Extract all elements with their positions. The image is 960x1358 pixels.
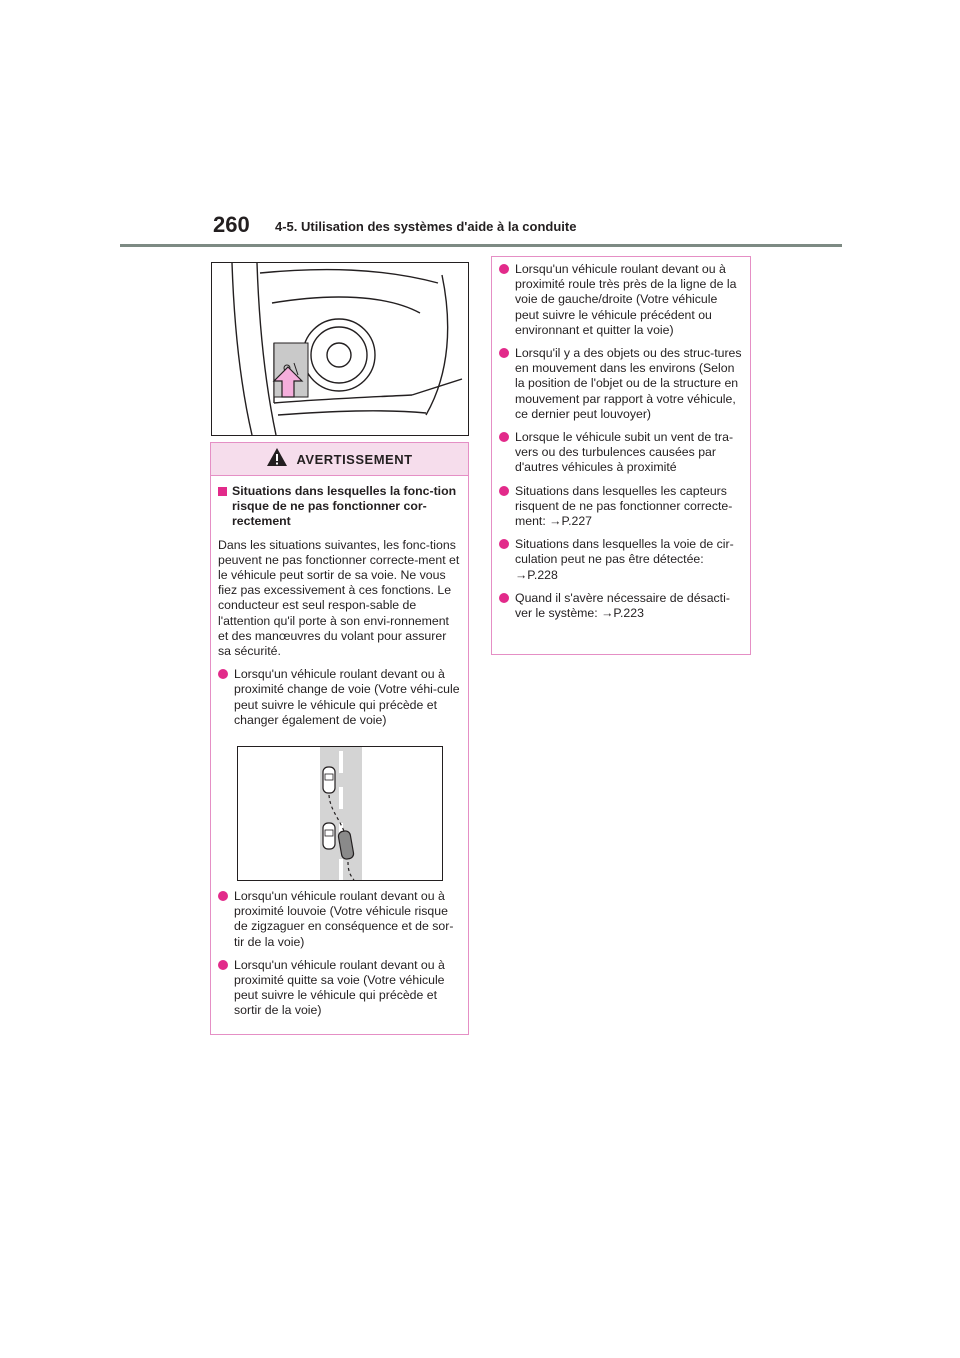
list-item xyxy=(499,484,742,530)
header-rule xyxy=(120,244,842,247)
warning-triangle-icon xyxy=(266,447,288,472)
section-title: 4-5. Utilisation des systèmes d'aide à la conduite xyxy=(275,219,577,234)
list-item: Lorsque le véhicule subit un vent de tra-vers ou des turbulences causées par d'autres véhicules à proximité xyxy=(499,430,742,476)
page-number: 260 xyxy=(213,212,250,237)
bullet-dot-icon xyxy=(218,669,228,679)
warning-box xyxy=(210,442,469,1035)
list-item xyxy=(499,591,742,621)
bullet-dot-icon xyxy=(499,348,509,358)
bullet-dot-icon xyxy=(499,486,509,496)
list-item: Lorsqu'un véhicule roulant devant ou à proximité quitte sa voie (Votre véhicule peut suivre le véhicule qui précède et sortir de la voie) xyxy=(218,958,461,1019)
list-item: Lorsqu'il y a des objets ou des struc-tures en mouvement dans les environs (Selon la position de l'objet ou de la structure en mouvement par rapport à votre véhicule, ce dernier peut louvoyer) xyxy=(499,346,742,422)
list-item: Lorsqu'un véhicule roulant devant ou à proximité louvoie (Votre véhicule risque de zigzaguer en conséquence et de sor-tir de la voie) xyxy=(218,889,461,950)
bullet-dot-icon xyxy=(218,960,228,970)
bullet-dot-icon xyxy=(499,593,509,603)
steering-wheel-illustration xyxy=(211,262,469,436)
bullet-dot-icon xyxy=(499,432,509,442)
list-item xyxy=(499,537,742,583)
page-reference-link[interactable]: Quand il s'avère nécessaire de désacti-ver le système: →P.223 xyxy=(515,590,730,621)
bullet-dot-icon xyxy=(499,539,509,549)
list-item: Lorsqu'un véhicule roulant devant ou à proximité change de voie (Votre véhi-cule peut suivre le véhicule qui précède et changer également de voie) xyxy=(218,667,461,728)
square-bullet-icon xyxy=(218,487,227,496)
warning-box-continued xyxy=(491,256,751,655)
bullet-dot-icon xyxy=(218,891,228,901)
page-reference-link[interactable]: Situations dans lesquelles la voie de cir-culation peut ne pas être détectée: →P.228 xyxy=(515,537,734,582)
warning-subheading: Situations dans lesquelles la fonc-tion risque de ne pas fonctionner cor-rectement xyxy=(218,484,461,530)
warning-title: AVERTISSEMENT xyxy=(296,451,413,467)
warning-header xyxy=(211,443,468,476)
page-reference-link[interactable]: Situations dans lesquelles les capteurs risquent de ne pas fonctionner correcte-ment: →P.227 xyxy=(515,483,733,529)
list-item: Lorsqu'un véhicule roulant devant ou à proximité roule très près de la ligne de la voie de gauche/droite (Votre véhicule peut suivre le véhicule précédent ou environnant et quitter la voie) xyxy=(499,262,742,338)
bullet-dot-icon xyxy=(499,264,509,274)
warning-intro: Dans les situations suivantes, les fonc-tions peuvent ne pas fonctionner correcte-ment et le véhicule peut sortir de sa voie. Ne vous fiez pas excessivement à ces fonctions. Le conducteur est seul respon-sable de l'attention qu'il porte à son envi-ronnement et des manœuvres du volant pour assurer sa sécurité. xyxy=(218,537,460,659)
lane-change-illustration xyxy=(237,746,443,881)
